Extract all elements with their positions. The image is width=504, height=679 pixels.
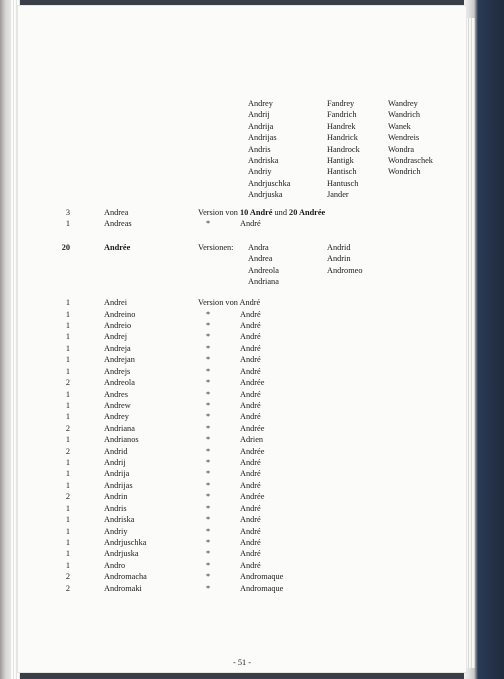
entry-row (18, 434, 466, 445)
entry-name: Andrija (104, 469, 130, 479)
entry-row (18, 309, 466, 320)
entry-count: 2 (65, 446, 70, 456)
entry-reference: André (240, 538, 261, 547)
version-name: Andreola (248, 265, 279, 275)
versions-row (18, 242, 466, 253)
entry-name: Andromaki (104, 583, 142, 593)
entry-count: 1 (65, 549, 70, 559)
entry-name: Andrey (104, 412, 129, 422)
top-block-variant-1: Jander (327, 190, 349, 200)
entry-reference: Version von André (198, 298, 261, 307)
entry-star: * (206, 366, 211, 376)
entry-row (18, 526, 466, 537)
top-block-name: Andrija (248, 121, 274, 131)
entry-reference: André (240, 321, 261, 331)
entry-star: * (206, 423, 211, 433)
entry-row (18, 400, 466, 411)
entry-name: Andriy (104, 526, 128, 536)
entry-name: Andrin (104, 492, 128, 502)
entry-reference: André (240, 366, 261, 376)
entry-name: Andro (104, 560, 126, 570)
entry-reference: André (240, 355, 261, 365)
top-block-variant-1: Hantusch (327, 178, 359, 188)
entry-count: 1 (65, 309, 70, 319)
entry-count: 1 (65, 298, 70, 307)
entry-count: 1 (65, 389, 70, 399)
entry-name: Andrianos (104, 435, 139, 445)
document-page (18, 6, 466, 672)
entry-row (18, 480, 466, 491)
version-name: Andromeo (327, 265, 363, 275)
entry-row (18, 514, 466, 525)
entry-count: 1 (65, 526, 70, 536)
version-name: Andra (248, 243, 269, 252)
entry-count: 1 (65, 321, 70, 331)
entry-name: Andrejan (104, 355, 135, 365)
entry-star: * (206, 332, 211, 342)
entry-reference: André (240, 560, 261, 570)
top-block-name: Andriska (248, 156, 279, 165)
entry-row (18, 218, 466, 229)
entry-star: * (206, 355, 211, 365)
entry-star: * (206, 583, 211, 593)
entry-name: Andrid (104, 446, 128, 456)
entry-row (18, 377, 466, 388)
version-name: Andrea (248, 254, 273, 264)
top-block-variant-1: Hantigk (327, 156, 354, 165)
entry-star: * (206, 321, 211, 331)
entry-reference: André (240, 526, 261, 536)
entry-count: 2 (65, 423, 70, 433)
top-block-variant-1: Fandrey (327, 99, 355, 108)
entry-name: Andrijas (104, 480, 133, 490)
entry-count: 1 (65, 458, 70, 468)
top-block-variant-2: Wondraschek (388, 156, 433, 165)
entry-star: * (206, 400, 211, 410)
entry-row (18, 411, 466, 422)
entry-count: 1 (65, 435, 70, 445)
entry-row (18, 457, 466, 468)
entry-count: 1 (65, 469, 70, 479)
entry-name: Andrjuska (104, 549, 139, 559)
entry-reference: Version von 10 André und 20 Andrée (198, 208, 326, 217)
entry-star: * (206, 549, 211, 559)
entry-count: 1 (65, 219, 70, 228)
entry-name: Andrej (104, 332, 128, 342)
entry-star: * (206, 435, 211, 445)
versions-label: Versionen: (198, 243, 234, 252)
entry-star: * (206, 503, 211, 513)
entry-reference: André (240, 219, 261, 228)
entry-name: Andreio (104, 321, 132, 331)
entry-count: 3 (65, 208, 70, 217)
entry-star: * (206, 378, 211, 388)
top-block-name: Andrijas (248, 133, 277, 143)
entry-name: Andrei (104, 298, 128, 307)
top-block-variant-2: Wanek (388, 121, 411, 131)
entry-star: * (206, 492, 211, 502)
entry-star: * (206, 572, 211, 582)
versions-row (18, 253, 466, 264)
entry-star: * (206, 538, 211, 547)
entry-star: * (206, 219, 211, 228)
entry-reference: André (240, 503, 261, 513)
entry-count: 1 (65, 412, 70, 422)
top-block-row (18, 166, 466, 177)
entry-star: * (206, 526, 211, 536)
entry-row (18, 297, 466, 308)
entry-count: 1 (65, 366, 70, 376)
entry-name: Andreas (104, 219, 132, 228)
entry-count: 2 (65, 378, 70, 388)
entry-count: 2 (65, 583, 70, 593)
entry-reference: André (240, 309, 261, 319)
entry-star: * (206, 560, 211, 570)
top-block-row (18, 144, 466, 155)
entry-name: Andreola (104, 378, 135, 388)
version-name: Andriana (248, 277, 279, 287)
entry-name: Andrij (104, 458, 126, 468)
top-block-name: Andrey (248, 99, 273, 108)
top-block-variant-2: Wondra (388, 144, 415, 154)
top-block-name: Andrjuska (248, 190, 283, 200)
entry-count: 1 (65, 560, 70, 570)
entry-name: Andriska (104, 515, 135, 525)
top-block-variant-1: Handrock (327, 144, 360, 154)
top-block-variant-1: Handrick (327, 133, 358, 143)
entry-star: * (206, 458, 211, 468)
entry-count: 1 (65, 343, 70, 353)
top-block-variant-2: Wandrey (388, 99, 418, 108)
entry-reference: Andrée (240, 423, 265, 433)
entry-reference: Andromaque (240, 583, 284, 593)
bold-ref-2: 20 Andrée (289, 208, 326, 217)
entry-reference: André (240, 515, 261, 525)
entry-row (18, 548, 466, 559)
top-block-variant-2: Wandrich (388, 110, 421, 120)
entry-reference: André (240, 412, 261, 422)
page-number: - 51 - (233, 658, 251, 667)
entry-row (18, 468, 466, 479)
entry-star: * (206, 515, 211, 525)
entry-count: 1 (65, 332, 70, 342)
entry-name: Andrew (104, 400, 131, 410)
version-name: Andrid (327, 243, 351, 252)
top-block-name: Andris (248, 144, 271, 154)
top-block-row (18, 121, 466, 132)
entry-name: Andrée (104, 243, 131, 252)
entry-name: Andrea (104, 208, 129, 217)
top-block-name: Andrij (248, 110, 270, 120)
top-block-row (18, 132, 466, 143)
entry-star: * (206, 309, 211, 319)
entry-row (18, 446, 466, 457)
entry-row (18, 343, 466, 354)
entry-count: 1 (65, 480, 70, 490)
top-block-name: Andrjuschka (248, 178, 291, 188)
entry-row (18, 320, 466, 331)
top-block-variant-1: Fandrich (327, 110, 357, 120)
top-block-name: Andriy (248, 167, 272, 177)
entry-name: Andriana (104, 423, 135, 433)
entry-reference: Adrien (240, 435, 264, 445)
entry-star: * (206, 469, 211, 479)
entry-row (18, 366, 466, 377)
entry-reference: André (240, 458, 261, 468)
top-block-row (18, 189, 466, 200)
bold-ref-1: 10 André (239, 208, 273, 217)
entry-name: Andromacha (104, 572, 147, 582)
entry-reference: Andrée (240, 492, 265, 502)
entry-count: 1 (65, 355, 70, 365)
entry-name: Andreino (104, 309, 136, 319)
top-block-variant-2: Wondrich (388, 167, 421, 177)
entry-row (18, 354, 466, 365)
entry-row (18, 423, 466, 434)
entry-name: Andreja (104, 343, 131, 353)
entry-reference: André (240, 469, 261, 479)
entry-row (18, 491, 466, 502)
entry-count: 2 (65, 492, 70, 502)
top-block-variant-1: Hantisch (327, 167, 357, 177)
entry-name: Andrjuschka (104, 538, 147, 547)
entry-count: 1 (65, 400, 70, 410)
entry-star: * (206, 412, 211, 422)
entry-count: 1 (65, 503, 70, 513)
entry-reference: André (240, 480, 261, 490)
entry-name: Andrejs (104, 366, 131, 376)
entry-reference: André (240, 343, 261, 353)
top-block-variant-1: Handrek (327, 121, 356, 131)
entry-count: 2 (65, 572, 70, 582)
entry-row (18, 571, 466, 582)
versions-row (18, 276, 466, 287)
top-block-row (18, 98, 466, 109)
entry-reference: Andromaque (240, 572, 284, 582)
entry-star: * (206, 446, 211, 456)
entry-row (18, 560, 466, 571)
entry-row (18, 389, 466, 400)
versions-row (18, 265, 466, 276)
entry-reference: André (240, 400, 261, 410)
entry-star: * (206, 389, 211, 399)
entry-row (18, 583, 466, 594)
entry-star: * (206, 343, 211, 353)
top-block-row (18, 109, 466, 120)
version-name: Andrin (327, 254, 351, 264)
top-block-row (18, 155, 466, 166)
entry-name: Andris (104, 503, 127, 513)
entry-reference: André (240, 389, 261, 399)
entry-row (18, 537, 466, 548)
entry-reference: Andrée (240, 378, 265, 388)
entry-reference: André (240, 549, 261, 559)
entry-count: 1 (65, 515, 70, 525)
entry-name: Andres (104, 389, 128, 399)
entry-star: * (206, 480, 211, 490)
entry-reference: Andrée (240, 446, 265, 456)
entry-row (18, 503, 466, 514)
entry-row (18, 207, 466, 218)
entry-count: 20 (61, 243, 70, 252)
entry-row (18, 331, 466, 342)
top-block-row (18, 178, 466, 189)
top-block-variant-2: Wendreis (388, 133, 420, 143)
entry-reference: André (240, 332, 261, 342)
entry-count: 1 (65, 538, 70, 547)
